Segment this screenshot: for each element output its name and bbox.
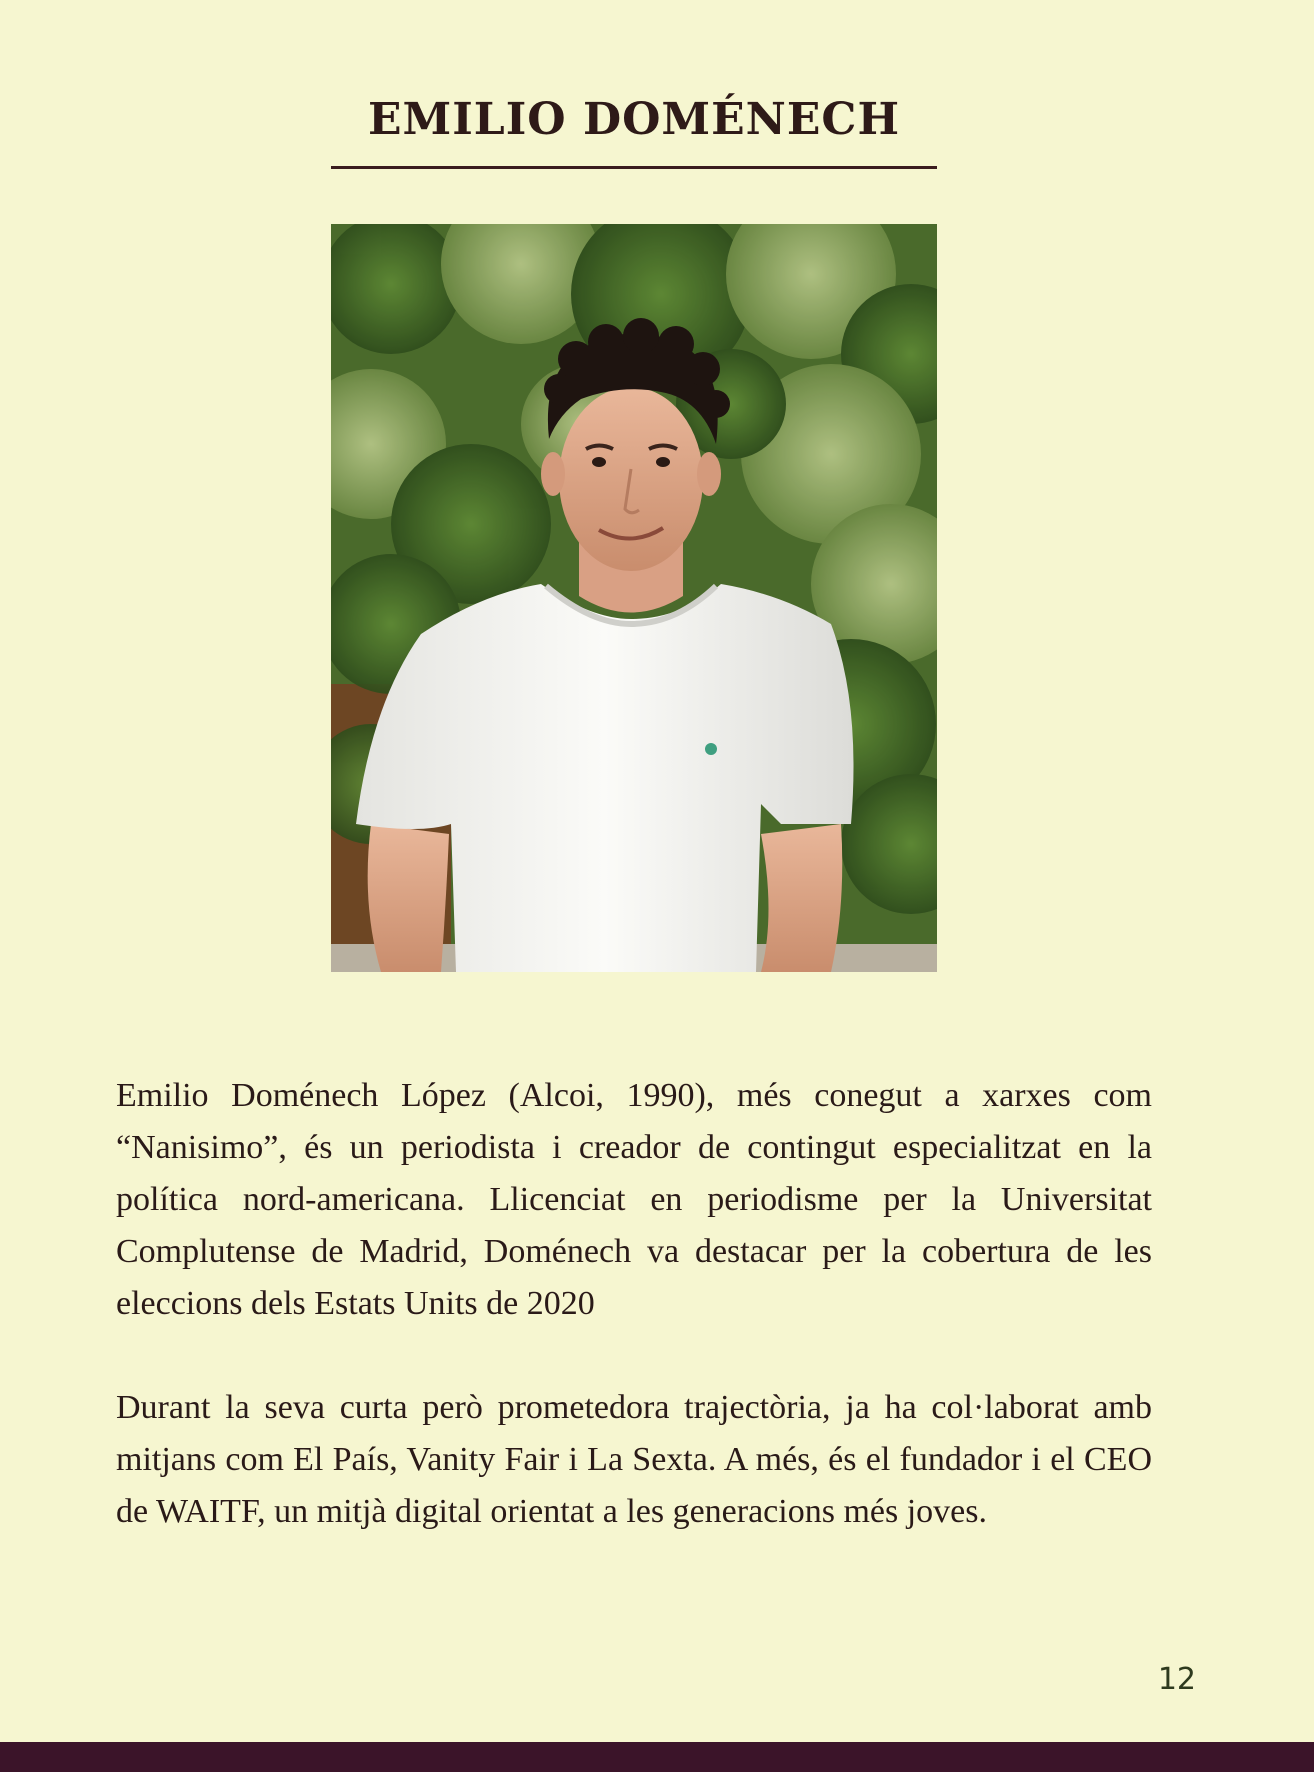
biography-text bbox=[116, 1070, 1152, 1590]
portrait-illustration bbox=[331, 224, 937, 972]
page-number: 12 bbox=[1157, 1662, 1196, 1697]
bio-paragraph-2: Durant la seva curta però prometedora trajectòria, ja ha col·laborat amb mitjans com El País, Vanity Fair i La Sexta. A més, és el fundador i el CEO de WAITF, un mitjà digital orientat a les generacions més joves. bbox=[116, 1389, 1152, 1530]
title-underline bbox=[331, 166, 937, 169]
bottom-bar bbox=[0, 1742, 1314, 1772]
bio-paragraph-1: Emilio Doménech López (Alcoi, 1990), més conegut a xarxes com “Nanisimo”, és un periodista i creador de contingut especialitzat en la política nord-americana. Llicenciat en periodisme per la Universitat Complutense de Madrid, Doménech va destacar per la cobertura de les eleccions dels Estats Units de 2020 bbox=[116, 1077, 1152, 1322]
page-title: EMILIO DOMÉNECH bbox=[367, 94, 901, 145]
portrait-photo bbox=[331, 224, 937, 972]
